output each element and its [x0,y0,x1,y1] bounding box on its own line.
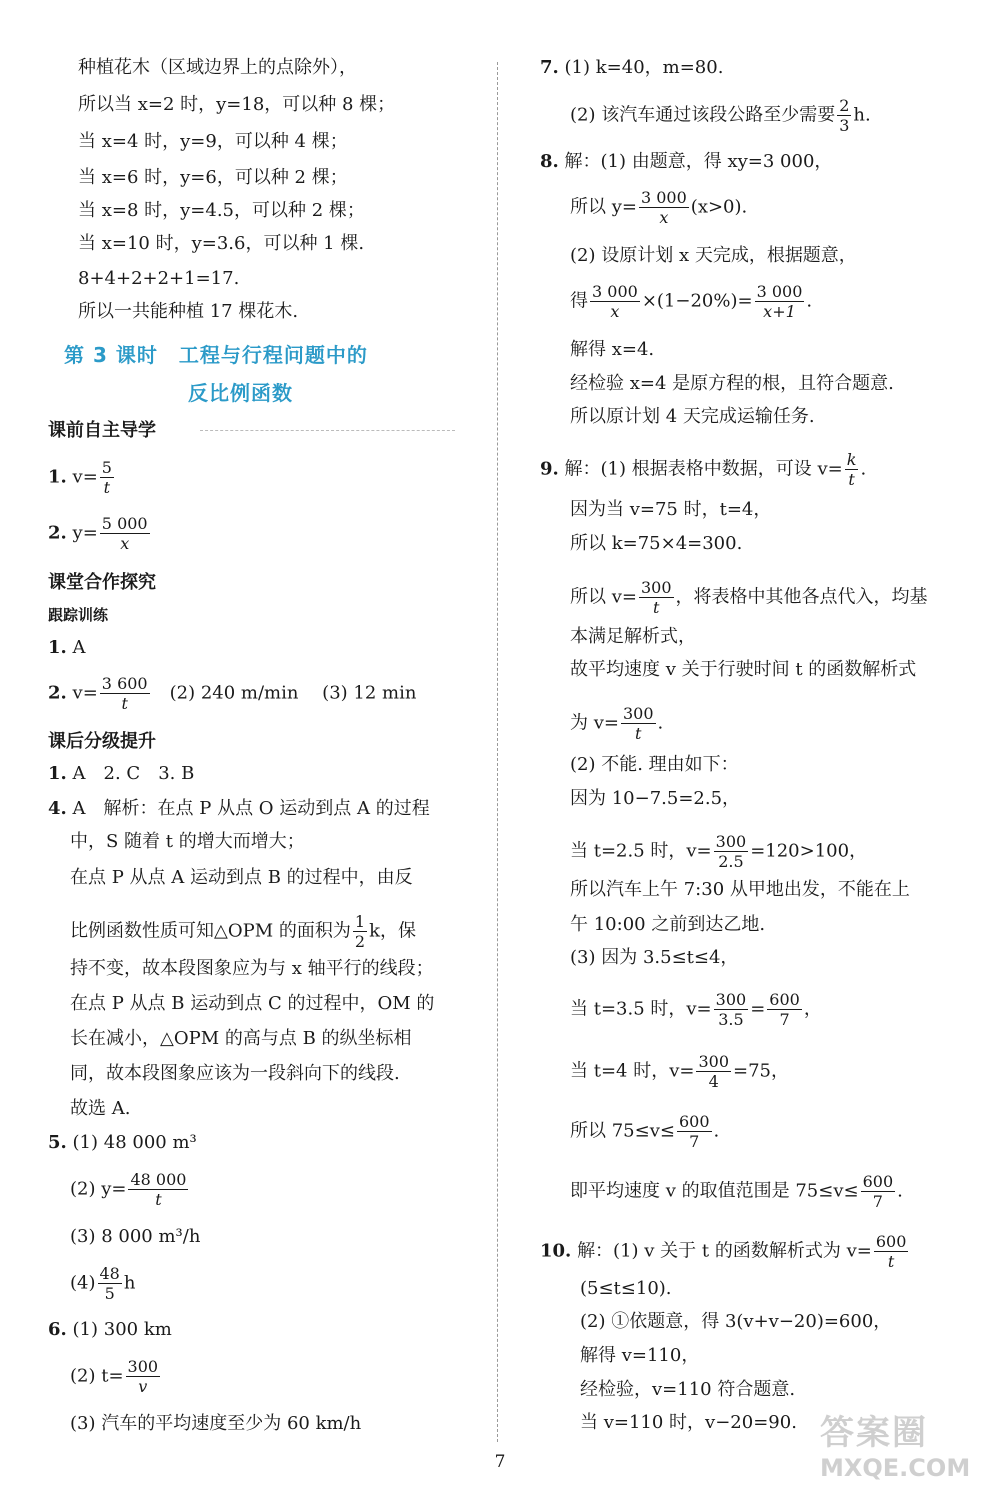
watermark-url: MXQE.COM [820,1454,971,1482]
fraction [100,514,150,553]
denominator: t [155,1190,162,1209]
text-line: 所以汽车上午 7:30 从甲地出发，不能在上 [570,879,910,900]
answer-text: (1) 300 km [72,1319,172,1340]
formula-text: =75， [733,1060,790,1082]
answer-text: (2) 240 m/min (3) 12 min [151,682,417,704]
denominator: 2.5 [718,852,744,871]
text-line [570,578,928,617]
formula-text: = [750,998,766,1020]
text-line: (2) ①依题意，得 3(v+v−20)=600， [580,1311,892,1332]
watermark-logo [820,1405,980,1485]
fraction [755,282,805,321]
text-line: 经检验，v=110 符合题意. [580,1379,796,1400]
denominator: x+1 [763,302,796,321]
text-line: 所以当 x=2 时，y=18，可以种 8 棵； [78,94,396,115]
answer-item [540,1232,910,1271]
text-line: 中，S 随着 t 的增大而增大； [70,831,305,852]
numerator: 3 000 [756,282,803,301]
numerator: 300 [127,1357,159,1376]
text-line [570,1052,789,1091]
answer-text: . [860,458,867,480]
answer-text: (1) 48 000 m³ [72,1132,197,1153]
text-line: 8+4+2+2+1=17. [78,268,240,289]
answer-text: h. [853,104,871,126]
text-line [70,1170,190,1209]
text-line: 当 x=4 时，y=9，可以种 4 棵； [78,131,348,152]
denominator: 7 [779,1010,790,1029]
text-line [570,188,747,227]
answer-text: (2) 该汽车通过该段公路至少需要 [570,104,836,126]
fraction [874,1232,909,1271]
text-line: 午 10:00 之前到达乙地. [570,914,766,935]
fraction [837,96,851,135]
numerator: 5 000 [101,514,148,533]
text-line: 所以一共能种植 17 棵花木. [78,301,299,322]
fraction [714,832,749,871]
text-line: 所以 k=75×4=300. [570,533,743,554]
denominator: x [659,208,669,227]
formula-text: (4) [70,1272,96,1294]
item-number: 2. [48,522,67,544]
section-rule [200,430,455,431]
text-line: (5≤t≤10). [580,1278,672,1299]
fraction [100,674,150,713]
page-number: 7 [494,1452,506,1472]
numerator: 1 [354,912,366,931]
fraction [621,704,656,743]
denominator: t [848,470,855,489]
denominator: 3.5 [718,1010,744,1029]
column-divider [497,62,498,1442]
text-line [570,832,867,871]
answer-item [48,1131,197,1155]
formula-text: (2) y= [70,1178,127,1200]
formula-text: ， [803,998,822,1020]
numerator: 300 [715,832,747,851]
fraction [767,990,802,1029]
answer-item [540,56,723,80]
text-line [70,912,416,951]
fraction [98,1264,122,1303]
text-line: 因为当 v=75 时，t=4， [570,499,772,520]
formula-text: . [806,290,813,312]
answer-text: k，保 [369,920,416,942]
answer-item [48,458,116,497]
numerator: 300 [698,1052,730,1071]
text-line: 持不变，故本段图象应为与 x 轴平行的线段； [70,958,434,979]
answer-text: 解：(1) v 关于 t 的函数解析式为 v= [577,1240,872,1262]
text-line: 当 x=8 时，y=4.5，可以种 2 棵； [78,200,365,221]
text-line: 长在减小，△OPM 的高与点 B 的纵坐标相 [70,1028,412,1049]
item-number: 4. [48,798,67,819]
text-line: 解得 v=110， [580,1345,700,1366]
formula-text: 当 t=2.5 时，v= [570,840,712,862]
denominator: 2 [354,932,366,951]
formula-text: 得 [570,290,588,312]
numerator: 600 [875,1232,907,1251]
answer-item [48,762,194,786]
text-line: 故选 A. [70,1098,131,1119]
formula-text: 当 t=3.5 时，v= [570,998,712,1020]
text-line [570,282,812,321]
fraction [128,1170,188,1209]
numerator: 600 [678,1112,710,1131]
numerator: 3 000 [640,188,687,207]
text-line: 在点 P 从点 A 运动到点 B 的过程中，由反 [70,867,413,888]
section-heading: 课后分级提升 [48,731,156,752]
answer-text: A [72,637,86,658]
item-number: 7. [540,57,559,78]
text-line: 种植花木（区域边界上的点除外）， [78,57,357,78]
item-number: 5. [48,1132,67,1153]
numerator: 3 000 [592,282,638,301]
item-number: 8. [540,151,559,172]
text-line: 解得 x=4. [570,339,655,360]
answer-item [48,1318,172,1342]
answer-text: 即平均速度 v 的取值范围是 75≤v≤ [570,1180,859,1202]
fraction [590,282,640,321]
formula-text: 所以 v= [570,586,637,608]
text-line: 本满足解析式， [570,626,696,647]
formula-text: y= [72,522,98,544]
text-line: 所以原计划 4 天完成运输任务. [570,406,815,427]
numerator: 2 [839,96,850,115]
fraction [845,450,859,489]
fraction [639,578,674,617]
denominator: x [610,302,620,321]
denominator: 7 [689,1132,700,1151]
formula-text: 当 t=4 时，v= [570,1060,695,1082]
text-line: 当 x=6 时，y=6，可以种 2 棵； [78,167,348,188]
subsection-heading: 跟踪训练 [48,606,109,624]
formula-text: 为 v= [570,712,619,734]
formula-text: 所以 y= [570,196,637,218]
answer-text: h [123,1272,136,1294]
text-line [570,704,663,743]
denominator: v [138,1377,148,1396]
section-heading: 课堂合作探究 [48,572,156,593]
answer-item [540,450,866,489]
fraction [677,1112,712,1151]
numerator: 3 600 [101,674,148,693]
denominator: t [653,598,660,617]
denominator: 3 [839,116,850,135]
denominator: t [121,694,128,713]
fraction [100,458,114,497]
text-line: 因为 10−7.5=2.5， [570,788,741,809]
answer-item [48,636,86,660]
lesson-title-cont: 反比例函数 [188,381,293,405]
formula-text: =120>100， [750,840,868,862]
text-line: (3) 汽车的平均速度至少为 60 km/h [70,1413,362,1434]
answer-text: (1) k=40，m=80. [564,57,724,78]
text-line [70,1264,135,1303]
text-line: 在点 P 从点 B 运动到点 C 的过程中，OM 的 [70,993,435,1014]
text-line: 同，故本段图象应该为一段斜向下的线段. [70,1063,400,1084]
denominator: t [635,724,642,743]
numerator: 48 [99,1264,120,1283]
answer-text: 解：(1) 根据表格中数据，可设 v= [564,458,843,480]
denominator: 4 [708,1072,719,1091]
text-line [570,96,871,135]
text-line: (3) 8 000 m³/h [70,1226,201,1247]
answer-item [540,150,832,174]
formula-text: (2) t= [70,1365,124,1387]
text-line [570,990,822,1029]
answer-item [48,674,416,713]
text-line: 当 x=10 时，y=3.6，可以种 1 棵. [78,233,365,254]
formula-text: . [713,1120,720,1142]
numerator: 300 [622,704,654,723]
item-number: 2. [48,682,67,704]
numerator: 48 000 [130,1170,187,1189]
answer-text: A 解析：在点 P 从点 O 运动到点 A 的过程 [72,798,430,819]
watermark-text: 答案圈 [820,1413,928,1453]
text-line: (2) 设原计划 x 天完成，根据题意， [570,245,857,266]
denominator: 7 [872,1192,883,1211]
formula-text: . [657,712,664,734]
item-number: 6. [48,1319,67,1340]
formula-text: . [897,1180,903,1202]
text-line: (2) 不能. 理由如下： [570,754,739,775]
fraction [696,1052,731,1091]
numerator: 600 [769,990,800,1009]
item-number: 1. [48,637,67,658]
text-line: (3) 因为 3.5≤t≤4， [570,947,739,968]
fraction [639,188,689,227]
text-line: 故平均速度 v 关于行驶时间 t 的函数解析式 [570,659,917,680]
item-number: 1. [48,466,67,488]
denominator: t [103,478,111,497]
answer-text: A 2. C 3. B [72,763,195,784]
numerator: 600 [862,1172,894,1191]
fraction [861,1172,896,1211]
answer-item [48,514,152,553]
item-number: 9. [540,458,559,480]
section-heading: 课前自主导学 [48,420,156,441]
denominator: x [120,534,130,553]
numerator: k [846,450,857,469]
text-line [570,1112,719,1151]
answer-text: 比例函数性质可知△OPM 的面积为 [70,920,351,942]
fraction [353,912,367,951]
formula-text: v= [72,682,98,704]
denominator: 5 [104,1284,115,1303]
answer-text: (x>0). [690,196,748,218]
formula-text: v= [72,466,98,488]
answer-text: 解：(1) 由题意，得 xy=3 000， [564,151,833,172]
formula-text: ×(1−20%)= [641,290,753,312]
item-number: 10. [540,1240,572,1262]
numerator: 300 [640,578,672,597]
denominator: t [887,1252,895,1271]
formula-text: 所以 75≤v≤ [570,1120,675,1142]
text-line [70,1357,162,1396]
answer-item [48,797,430,821]
text-line: 经检验 x=4 是原方程的根，且符合题意. [570,373,894,394]
item-number: 1. [48,763,67,784]
text-line: 当 v=110 时，v−20=90. [580,1412,797,1433]
lesson-title: 第 3 课时 工程与行程问题中的 [64,343,368,367]
numerator: 5 [101,458,112,477]
numerator: 300 [715,990,747,1009]
text-line [570,1172,903,1211]
answer-text: ，将表格中其他各点代入，均基 [675,586,928,608]
fraction [126,1357,161,1396]
fraction [714,990,749,1029]
